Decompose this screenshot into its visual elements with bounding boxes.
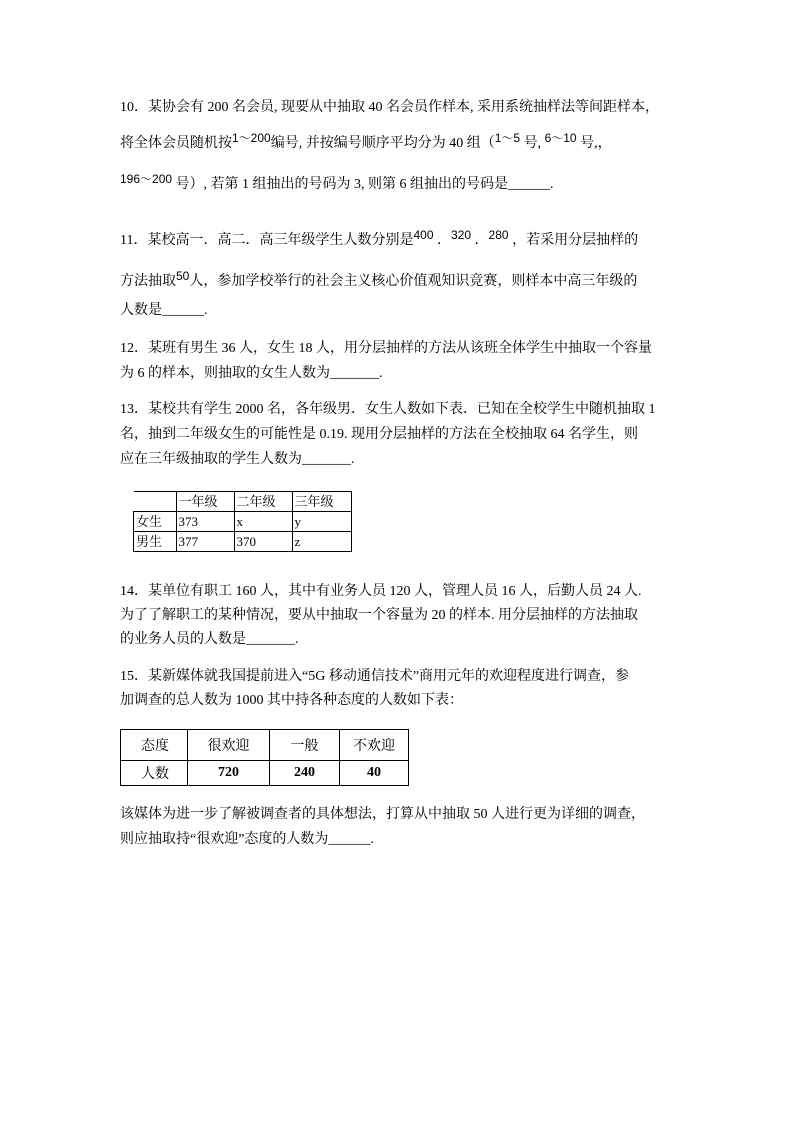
formula: 280 [488, 228, 509, 242]
table-header-cell: 二年级 [234, 492, 292, 512]
q15-line-2: 加调查的总人数为 1000 其中持各种态度的人数如下表： [120, 693, 463, 708]
formula: 50 [176, 269, 190, 283]
q13-line-1: 13．某校共有学生 2000 名，各年级男．女生人数如下表．已知在全校学生中随机抽取 1 [120, 402, 656, 417]
q12-line-2: 为 6 的样本，则抽取的女生人数为_______. [120, 366, 383, 381]
text-segment: 号,， [576, 136, 612, 151]
table-row [134, 512, 352, 532]
table-header-cell: 一般 [270, 730, 340, 761]
table-cell: y [292, 512, 351, 532]
q11-line-3: 人数是______. [120, 303, 208, 318]
text-segment: 将全体会员随机按 [120, 136, 232, 151]
q13-line-3: 应在三年级抽取的学生人数为_______. [120, 452, 355, 467]
table-header-row [121, 730, 409, 761]
text-segment: ，若采用分层抽样的 [508, 233, 639, 248]
q14-line-2: 为了了解职工的某种情况，要从中抽取一个容量为 20 的样本. 用分层抽样的方法抽取 [120, 608, 638, 623]
text-segment: 11．某校高一．高二．高三年级学生人数分别是 [120, 233, 414, 248]
text-segment: 号）, 若第 1 组抽出的号码为 3, 则第 6 组抽出的号码是______. [172, 177, 554, 192]
table-cell: 373 [176, 512, 234, 532]
table-cell: x [234, 512, 292, 532]
q10-line-3 [120, 174, 554, 195]
table-header-cell: 态度 [121, 730, 188, 761]
formula: 6～10 [544, 131, 577, 145]
formula: 1～200 [232, 131, 271, 145]
table-corner-cell [134, 492, 177, 512]
q14-line-3: 的业务人员的人数是_______. [120, 632, 299, 647]
attitude-table [120, 729, 409, 786]
text-segment: 方法抽取 [120, 274, 176, 289]
q11-line-2 [120, 271, 637, 292]
grade-gender-table [133, 491, 352, 552]
q15-line-1: 15．某新媒体就我国提前进入“5G 移动通信技术”商用元年的欢迎程度进行调查，参 [120, 669, 630, 684]
q15-line-4: 则应抽取持“很欢迎”态度的人数为______. [120, 832, 374, 847]
table-header-cell: 三年级 [292, 492, 351, 512]
formula: 320 [451, 228, 472, 242]
table-header-cell: 不欢迎 [340, 730, 409, 761]
q10-line-1: 10．某协会有 200 名会员, 现要从中抽取 40 名会员作样本, 采用系统抽样法等间距样本， [120, 100, 659, 115]
formula: 400 [413, 228, 434, 242]
text-segment: 号, [520, 136, 545, 151]
table-cell: z [292, 532, 351, 552]
q15-line-3: 该媒体为进一步了解被调查者的具体想法，打算从中抽取 50 人进行更为详细的调查， [120, 807, 645, 822]
table-header-row [134, 492, 352, 512]
text-segment: 人，参加学校举行的社会主义核心价值观知识竞赛，则样本中高三年级的 [189, 274, 638, 289]
table-row [121, 761, 409, 786]
formula: 1～5 [494, 131, 521, 145]
q14-line-1: 14．某单位有职工 160 人，其中有业务人员 120 人，管理人员 16 人，后勤人员 24 人. [120, 584, 642, 599]
formula: 196～200 [120, 172, 173, 186]
text-segment: 编号, 并按编号顺序平均分为 40 组（ [270, 136, 495, 151]
table-row-label: 男生 [134, 532, 177, 552]
q11-line-1 [120, 230, 638, 251]
table-cell: 370 [234, 532, 292, 552]
table-cell: 720 [188, 761, 270, 786]
text-segment: ． [433, 233, 452, 248]
table-row-label: 人数 [121, 761, 188, 786]
q12-line-1: 12．某班有男生 36 人，女生 18 人，用分层抽样的方法从该班全体学生中抽取一个容量 [120, 341, 652, 356]
table-cell: 240 [270, 761, 340, 786]
table-header-cell: 很欢迎 [188, 730, 270, 761]
table-cell: 40 [340, 761, 409, 786]
table-row [134, 532, 352, 552]
text-segment: ． [471, 233, 489, 248]
table-row-label: 女生 [134, 512, 177, 532]
q13-line-2: 名，抽到二年级女生的可能性是 0.19. 现用分层抽样的方法在全校抽取 64 名学生，则 [120, 427, 638, 442]
table-header-cell: 一年级 [176, 492, 234, 512]
q10-line-2 [120, 133, 612, 154]
table-cell: 377 [176, 532, 234, 552]
